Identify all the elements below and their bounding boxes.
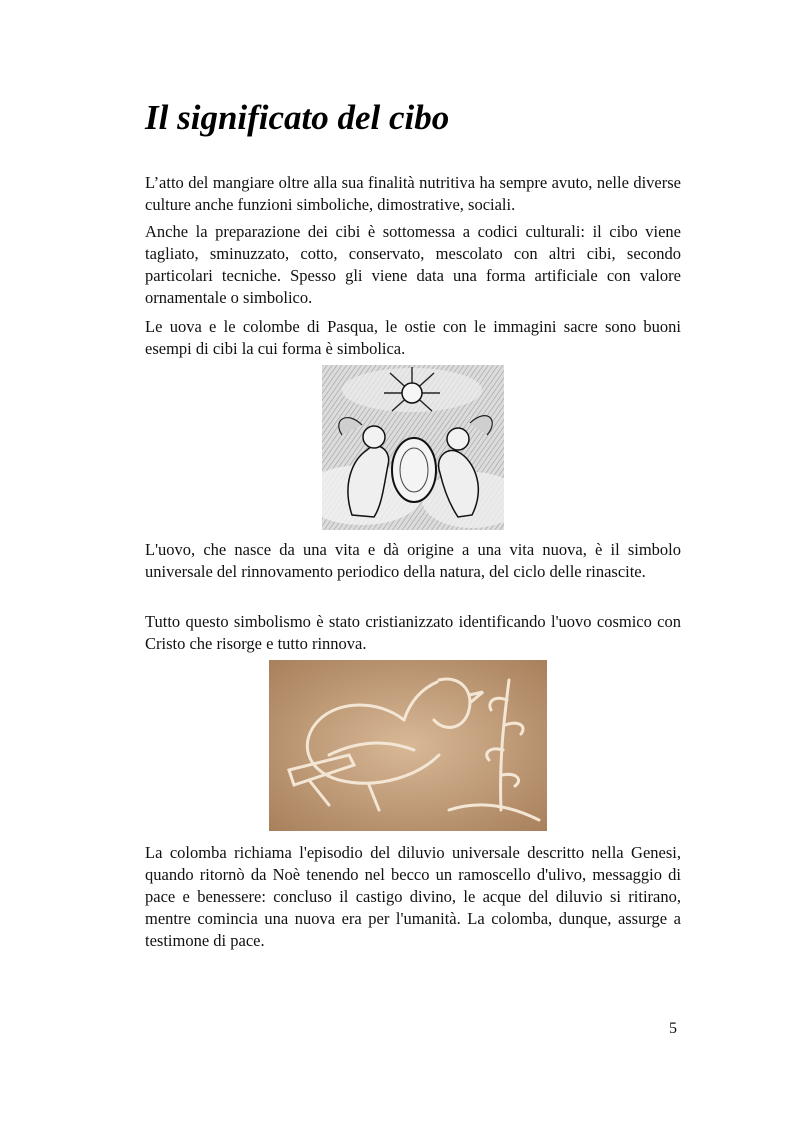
cherubs-egg-engraving-image [322, 365, 504, 530]
paragraph-christianization: Tutto questo simbolismo è stato cristianizzato identificando l'uovo cosmico con Cristo che risorge e tutto rinnova. [145, 612, 681, 653]
paragraph-intro: L’atto del mangiare oltre alla sua finalità nutritiva ha sempre avuto, nelle diverse culture anche funzioni simboliche, dimostrative, sociali. [145, 173, 681, 214]
dove-olive-branch-image [269, 660, 547, 831]
paragraph-easter-foods: Le uova e le colombe di Pasqua, le ostie con le immagini sacre sono buoni esempi di cibi la cui forma è simbolica. [145, 317, 681, 358]
page-title: Il significato del cibo [145, 98, 450, 137]
paragraph-dove: La colomba richiama l'episodio del diluvio universale descritto nella Genesi, quando ritornò da Noè tenendo nel becco un ramoscello d'ulivo, messaggio di pace e benessere: concluso il castigo divino, le acque del diluvio si ritirano, mentre comincia una nuova era per l'umanità. La colomba, dunque, assurge a testimone di pace. [145, 843, 681, 950]
page-number: 5 [669, 1020, 677, 1037]
paragraph-egg-symbol: L'uovo, che nasce da una vita e dà origine a una vita nuova, è il simbolo universale del rinnovamento periodico della natura, del ciclo delle rinascite. [145, 540, 681, 581]
paragraph-preparation: Anche la preparazione dei cibi è sottomessa a codici culturali: il cibo viene tagliato, sminuzzato, cotto, conservato, mescolato con altri cibi, secondo particolari tecniche. Spesso gli viene data una forma artificiale con valore ornamentale o simbolico. [145, 222, 681, 307]
